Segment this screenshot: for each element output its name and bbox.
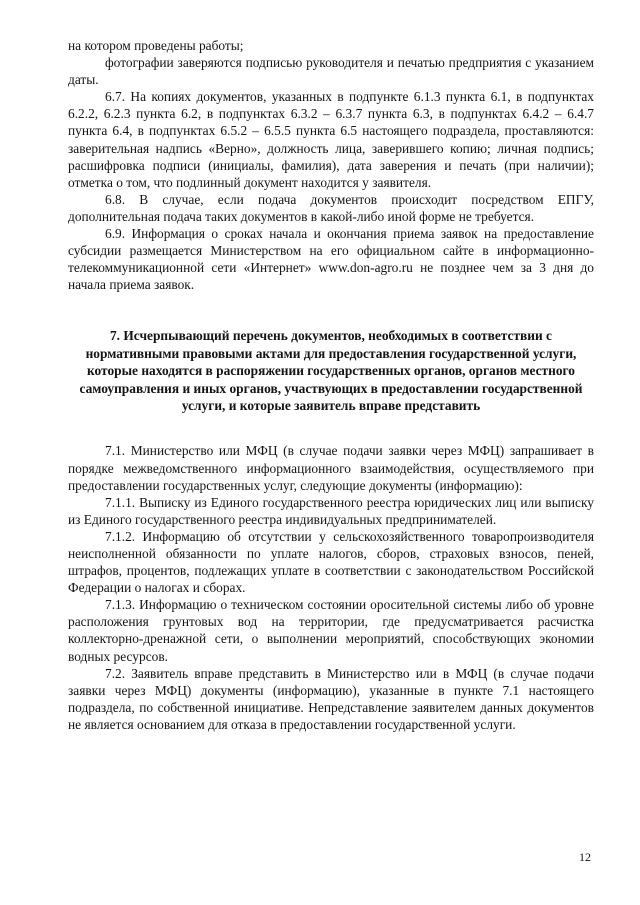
paragraph-continuation: на котором проведены работы; xyxy=(68,38,244,53)
paragraph-7-1-2: 7.1.2. Информацию об отсутствии у сельскохозяйственного товаропроизводителя неисполненной обязанности по уплате налогов, сборов, страховых взносов, пеней, штрафов, процентов, подлежащих уплате в соответствии с законодательством Российской Федерации о налогах и сборах. xyxy=(68,528,594,596)
paragraph-6-9: 6.9. Информация о сроках начала и окончания приема заявок на предоставление субсидии размещается Министерством на его официальном сайте в информационно-телекоммуникационной сети «Интернет» www.don-agro.ru не позднее чем за 3 дня до начала приема заявок. xyxy=(68,226,594,293)
section-7-heading: 7. Исчерпывающий перечень документов, необходимых в соответствии с нормативными правовыми актами для предоставления государственной услуги, которые находятся в распоряжении государственных органов, органов местного самоуправления и иных органов, участвующих в предоставлении государственной услуги, и которые заявитель вправе представить xyxy=(79,328,583,414)
paragraph-6-8: 6.8. В случае, если подача документов происходит посредством ЕПГУ, дополнительная подача таких документов в какой-либо иной форме не требуется. xyxy=(68,191,594,224)
page-number: 12 xyxy=(579,850,591,864)
paragraph-7-1-1: 7.1.1. Выписку из Единого государственного реестра юридических лиц или выписку из Единого государственного реестра индивидуальных предпринимателей. xyxy=(68,494,594,527)
paragraph-7-1-3: 7.1.3. Информацию о техническом состоянии оросительной системы либо об уровне расположения грунтовых вод на территории, где предусматривается расчистка коллекторно-дренажной сети, о выполнении мероприятий, способствующих экономии водных ресурсов. xyxy=(68,597,594,664)
paragraph-photos: фотографии заверяются подписью руководителя и печатью предприятия с указанием даты. xyxy=(68,55,594,88)
section-7-body xyxy=(68,442,594,733)
paragraph-6-7: 6.7. На копиях документов, указанных в подпункте 6.1.3 пункта 6.1, в подпунктах 6.2.2, 6.2.3 пункта 6.2, в подпунктах 6.3.2 – 6.3.7 пункта 6.3, в подпунктах 6.4.2 – 6.4.7 пункта 6.4, в подпунктах 6.5.2 – 6.5.5 пункта 6.5 настоящего подраздела, проставляются: заверительная надпись «Верно», должность лица, заверившего копию; личная подпись; расшифровка подписи (инициалы, фамилия), дата заверения и печать (при наличии); отметка о том, что подлинный документ находится у заявителя. xyxy=(68,89,594,190)
document-body xyxy=(68,37,594,733)
paragraph-7-2: 7.2. Заявитель вправе представить в Министерство или в МФЦ (в случае подачи заявки через МФЦ) документы (информацию), указанные в пункте 7.1 настоящего подраздела, по собственной инициативе. Непредставление заявителем данных документов не является основанием для отказа в предоставлении государственной услуги. xyxy=(68,665,594,732)
paragraph-7-1: 7.1. Министерство или МФЦ (в случае подачи заявки через МФЦ) запрашивает в порядке межведомственного информационного взаимодействия, осуществляемого при предоставлении государственных услуг, следующие документы (информацию): xyxy=(68,443,594,493)
